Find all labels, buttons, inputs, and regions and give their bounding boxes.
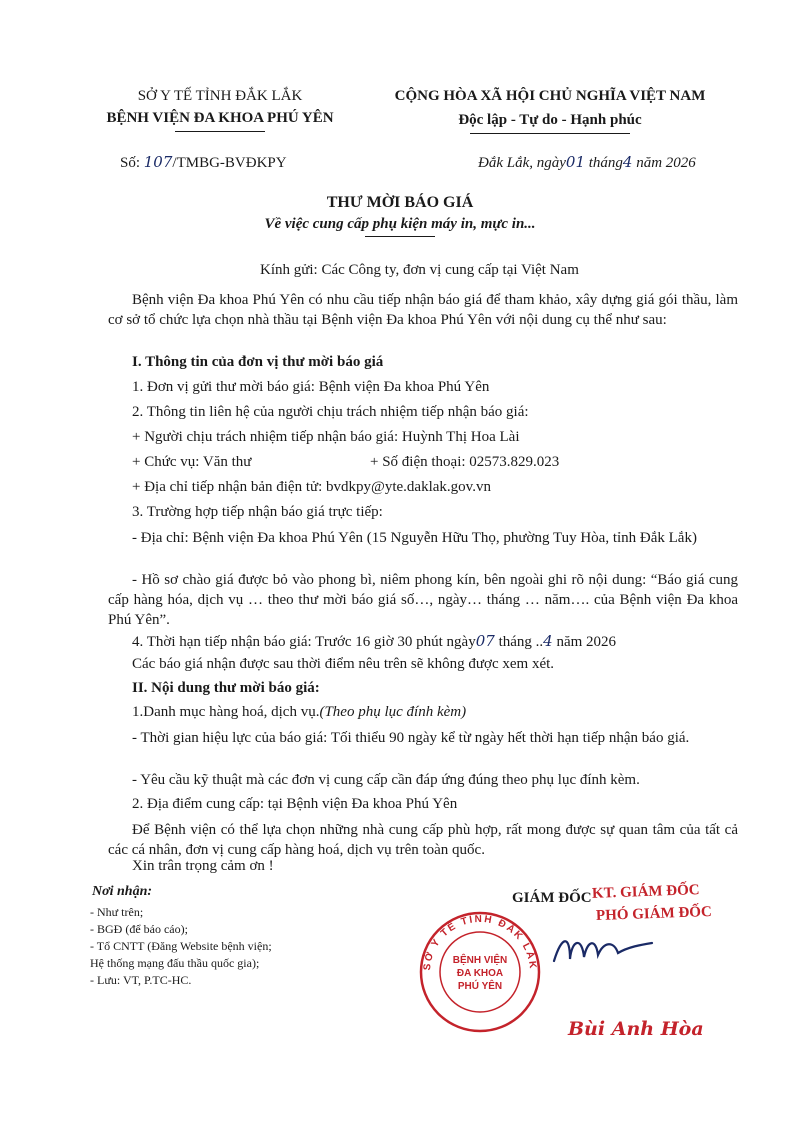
- date-month-label: tháng: [588, 155, 623, 171]
- deadline-day: 07: [475, 632, 495, 650]
- recipient-line: - Lưu: VT, P.TC-HC.: [90, 973, 192, 987]
- deadline-month-label: tháng ..: [498, 634, 544, 650]
- stamp-deputy-director: PHÓ GIÁM ĐỐC: [595, 903, 713, 925]
- seal-line-2: ĐA KHOA: [456, 968, 504, 979]
- signature-scribble: [548, 925, 658, 975]
- number-suffix: /TMBG-BVĐKPY: [172, 155, 287, 171]
- section-1-heading: I. Thông tin của đơn vị thư mời báo giá: [132, 354, 384, 370]
- recipients-title: Nơi nhận:: [92, 884, 153, 899]
- date-day: 01: [565, 153, 585, 171]
- contact-person: + Người chịu trách nhiệm tiếp nhận báo giá: Huỳnh Thị Hoa Lài: [132, 429, 520, 445]
- motto: Độc lập - Tự do - Hạnh phúc: [458, 112, 642, 128]
- seal-line-1: BỆNH VIỆN: [452, 955, 508, 966]
- recipient-line: - BGĐ (để báo cáo);: [90, 922, 188, 936]
- thanks: Xin trân trọng cảm ơn !: [132, 858, 274, 874]
- item-4: [132, 632, 616, 651]
- signature-icon: [548, 925, 658, 975]
- closing-paragraph: Để Bệnh viện có thể lựa chọn những nhà cung cấp phù hợp, rất mong được sự quan tâm của tất cả các cá nhân, đơn vị cung cấp hàng hoá, dịch vụ trên toàn quốc.: [108, 822, 738, 858]
- validity-paragraph: - Thời gian hiệu lực của báo giá: Tối thiểu 90 ngày kể từ ngày hết thời hạn tiếp nhận báo giá.: [132, 730, 690, 746]
- contact-position: + Chức vụ: Văn thư: [132, 454, 252, 470]
- goods-list: [132, 704, 466, 721]
- title-rule: [365, 236, 435, 237]
- deadline-month: 4: [543, 632, 553, 650]
- item-3: 3. Trường hợp tiếp nhận báo giá trực tiếp:: [132, 504, 383, 520]
- goods-list-label: 1.Danh mục hàng hoá, dịch vụ.: [132, 704, 320, 720]
- header-left-rule: [175, 131, 265, 132]
- seal-line-3: PHÚ YÊN: [457, 981, 503, 992]
- technical-requirements: - Yêu cầu kỹ thuật mà các đơn vị cung cấp cần đáp ứng đúng theo phụ lục đính kèm.: [132, 772, 640, 788]
- number-prefix: Số:: [120, 155, 141, 171]
- hospital-seal: [418, 910, 542, 1034]
- agency-name: SỞ Y TẾ TỈNH ĐẮK LẮK: [137, 88, 303, 104]
- recipient-line: Hệ thống mạng đấu thầu quốc gia);: [90, 956, 260, 970]
- nation-title: CỘNG HÒA XÃ HỘI CHỦ NGHĨA VIỆT NAM: [394, 88, 706, 104]
- goods-list-note: (Theo phụ lục đính kèm): [319, 704, 467, 720]
- document-number: [120, 153, 287, 172]
- number-handwritten: 107: [143, 153, 173, 171]
- item-2: 2. Thông tin liên hệ của người chịu trách nhiệm tiếp nhận báo giá:: [132, 404, 529, 420]
- header-right-rule: [470, 133, 630, 134]
- signer-name: Bùi Anh Hòa: [568, 1018, 704, 1040]
- deadline-prefix: 4. Thời hạn tiếp nhận báo giá: Trước 16 giờ 30 phút ngày: [132, 634, 476, 650]
- envelope-instructions: - Hồ sơ chào giá được bỏ vào phong bì, niêm phong kín, bên ngoài ghi rõ nội dung: “Báo giá cung cấp hàng hóa, dịch vụ … theo thư mời báo giá số…, ngày… tháng … năm…. của Bệnh viện Đa khoa Phú Yên”.: [108, 572, 738, 628]
- recipient-line: - Như trên;: [90, 905, 144, 919]
- contact-phone: + Số điện thoại: 02573.829.023: [370, 454, 560, 470]
- section-2-heading: II. Nội dung thư mời báo giá:: [132, 680, 320, 696]
- contact-email: + Địa chỉ tiếp nhận bản điện tử: bvdkpy@yte.daklak.gov.vn: [132, 479, 491, 495]
- letter-subject: Về việc cung cấp phụ kiện máy in, mực in...: [264, 216, 536, 232]
- stamp-kt-director: KT. GIÁM ĐỐC: [591, 882, 700, 902]
- greeting: Kính gửi: Các Công ty, đơn vị cung cấp tại Việt Nam: [260, 262, 579, 278]
- signer-role: GIÁM ĐỐC: [512, 890, 592, 906]
- item-1: 1. Đơn vị gửi thư mời báo giá: Bệnh viện Đa khoa Phú Yên: [132, 379, 490, 395]
- hospital-name: BỆNH VIỆN ĐA KHOA PHÚ YÊN: [106, 110, 334, 126]
- deadline-year: năm 2026: [556, 634, 617, 650]
- late-note: Các báo giá nhận được sau thời điểm nêu trên sẽ không được xem xét.: [132, 656, 555, 672]
- delivery-location: 2. Địa điểm cung cấp: tại Bệnh viện Đa khoa Phú Yên: [132, 796, 458, 812]
- date-month: 4: [622, 153, 633, 171]
- date-prefix: Đắk Lắk, ngày: [478, 155, 566, 171]
- document-date: [478, 153, 696, 172]
- letter-title: THƯ MỜI BÁO GIÁ: [326, 194, 474, 211]
- delivery-address: - Địa chỉ: Bệnh viện Đa khoa Phú Yên (15 Nguyễn Hữu Thọ, phường Tuy Hòa, tỉnh Đắk Lắk): [132, 530, 697, 546]
- seal-ring-text: SỞ Y TẾ TỈNH ĐẮK LẮK: [421, 913, 539, 971]
- date-year: năm 2026: [636, 155, 696, 171]
- intro-paragraph: Bệnh viện Đa khoa Phú Yên có nhu cầu tiếp nhận báo giá để tham khảo, xây dựng giá gói thầu, làm cơ sở tổ chức lựa chọn nhà thầu tại Bệnh viện Đa khoa Phú Yên với nội dung cụ thể như sau:: [108, 292, 738, 328]
- recipient-line: - Tổ CNTT (Đăng Website bệnh viện;: [90, 939, 272, 953]
